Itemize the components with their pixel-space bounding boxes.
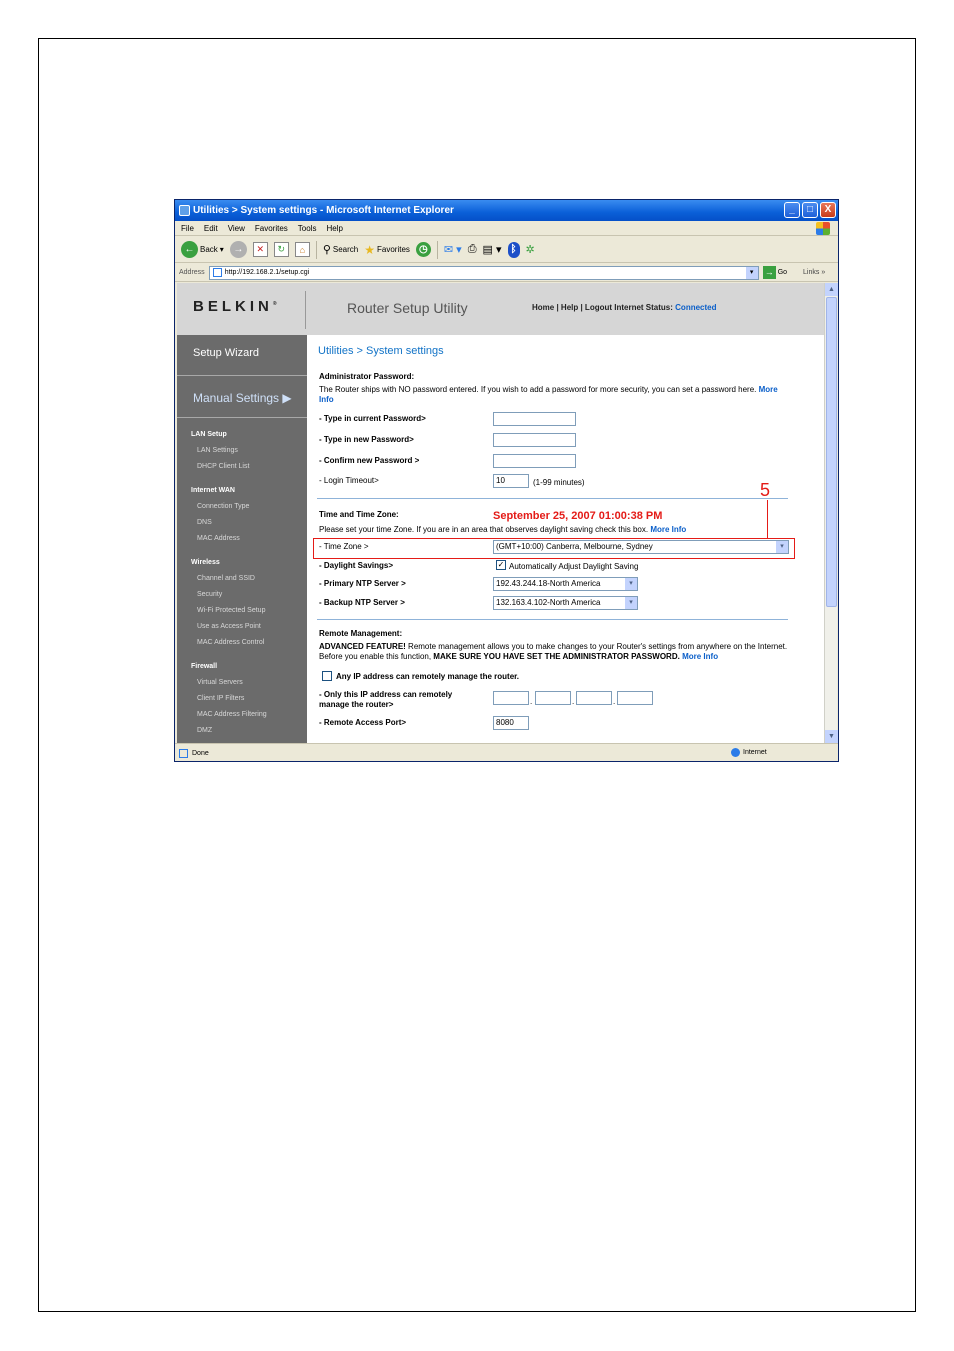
messenger-icon[interactable]: ✲ [525, 244, 535, 256]
page-icon [213, 268, 222, 277]
status-text: Done [192, 749, 209, 757]
sidebar-item-mac-control[interactable]: MAC Address Control [197, 639, 265, 646]
backup-ntp-select[interactable] [493, 596, 638, 610]
current-password-label: - Type in current Password> [319, 414, 426, 423]
scroll-up-icon[interactable]: ▲ [825, 283, 838, 296]
router-header [177, 283, 825, 335]
sidebar-item-mac-filtering[interactable]: MAC Address Filtering [197, 711, 267, 718]
primary-ntp-select[interactable] [493, 577, 638, 591]
remote-management-heading: Remote Management: [319, 629, 403, 638]
manual-settings-label: Manual Settings [193, 391, 280, 405]
sidebar-item-mac-address[interactable]: MAC Address [197, 535, 240, 542]
chevron-down-icon: ▾ [625, 597, 637, 609]
go-label: Go [777, 269, 788, 276]
remote-warning-bold-2: MAKE SURE YOU HAVE SET THE ADMINISTRATOR PASSWORD. [433, 652, 680, 661]
chevron-down-icon[interactable]: ▾ [746, 267, 758, 279]
menu-view[interactable]: View [227, 223, 245, 233]
back-button[interactable]: ← Back ▾ [181, 241, 224, 258]
router-title: Router Setup Utility [347, 300, 468, 316]
menu-bar [175, 221, 838, 236]
only-ip-label: - Only this IP address can remotely manage the router> [319, 690, 453, 709]
search-icon: ⚲ [322, 244, 331, 256]
admin-password-desc [319, 385, 789, 405]
confirm-password-input[interactable] [493, 454, 576, 468]
ip-octet-1-input[interactable] [493, 691, 529, 705]
minimize-button[interactable]: _ [784, 202, 800, 218]
remote-management-desc [319, 642, 789, 662]
sidebar-setup-wizard[interactable]: Setup Wizard [193, 347, 260, 359]
scroll-down-icon[interactable]: ▼ [825, 730, 838, 743]
sidebar-item-access-point[interactable]: Use as Access Point [197, 623, 261, 630]
sidebar-item-wps[interactable]: Wi-Fi Protected Setup [197, 607, 266, 614]
menu-help[interactable]: Help [326, 223, 343, 233]
close-button[interactable]: X [820, 202, 836, 218]
time-zone-heading: Time and Time Zone: [319, 510, 399, 519]
home-button[interactable]: ⌂ [295, 242, 310, 257]
ip-dot: . [572, 697, 575, 706]
remote-port-label: - Remote Access Port> [319, 718, 407, 727]
header-links [532, 303, 717, 312]
refresh-button[interactable]: ↻ [274, 242, 289, 257]
sidebar-section-wireless: Wireless [191, 559, 220, 566]
time-zone-desc [319, 525, 789, 535]
address-bar [175, 264, 838, 282]
new-password-label: - Type in new Password> [319, 435, 414, 444]
remote-warning-bold: ADVANCED FEATURE! [319, 642, 406, 651]
back-arrow-icon: ← [181, 241, 198, 258]
favorites-label: Favorites [377, 245, 410, 254]
ip-octet-4-input[interactable] [617, 691, 653, 705]
edit-button[interactable]: ▤ ▾ [482, 244, 502, 256]
callout-highlight-box [313, 538, 795, 559]
sidebar [177, 335, 307, 743]
sidebar-divider [177, 417, 307, 418]
backup-ntp-value: 132.163.4.102-North America [496, 598, 601, 607]
any-ip-checkbox[interactable] [322, 671, 332, 681]
ie-window [174, 199, 839, 762]
search-button[interactable] [323, 243, 358, 256]
chevron-right-icon: ▶ [282, 391, 292, 405]
menu-favorites[interactable]: Favorites [254, 223, 288, 233]
globe-icon [731, 748, 740, 757]
menu-tools[interactable]: Tools [297, 223, 317, 233]
sidebar-item-connection-type[interactable]: Connection Type [197, 503, 250, 510]
ip-octet-3-input[interactable] [576, 691, 612, 705]
time-zone-value: (GMT+10:00) Canberra, Melbourne, Sydney [496, 542, 653, 551]
toolbar-separator [437, 241, 438, 259]
status-bar [175, 743, 838, 762]
callout-line [767, 500, 768, 538]
sidebar-manual-settings[interactable] [193, 391, 292, 405]
stop-button[interactable]: ✕ [253, 242, 268, 257]
security-zone [731, 748, 767, 757]
sidebar-section-wan: Internet WAN [191, 487, 235, 494]
callout-number: 5 [760, 480, 771, 500]
chevron-down-icon: ▾ [776, 541, 788, 553]
login-timeout-input[interactable]: 10 [493, 474, 529, 488]
go-button[interactable] [763, 266, 787, 279]
time-more-info-link[interactable]: More Info [650, 525, 687, 534]
vertical-scrollbar[interactable] [824, 283, 837, 743]
ip-dot: . [613, 697, 616, 706]
zone-label: Internet [743, 749, 767, 756]
windows-logo-icon [816, 222, 830, 235]
sidebar-item-dns[interactable]: DNS [197, 519, 212, 526]
links-button[interactable]: Links » [803, 269, 826, 276]
remote-more-info-link[interactable]: More Info [682, 652, 719, 661]
toolbar [175, 237, 838, 263]
admin-desc-text: The Router ships with NO password entered. If you wish to add a password for more security, you can set a password here. [319, 385, 757, 394]
admin-password-heading: Administrator Password: [319, 372, 415, 381]
remote-port-input[interactable]: 8080 [493, 716, 529, 730]
sidebar-item-dhcp-client-list[interactable]: DHCP Client List [197, 463, 250, 470]
connection-status: Connected [675, 303, 717, 312]
go-arrow-icon: → [764, 267, 774, 277]
logo-text: BELKIN [193, 298, 273, 315]
scroll-thumb[interactable] [826, 297, 837, 607]
forward-button[interactable]: → [230, 241, 247, 258]
ip-dot: . [530, 697, 533, 706]
sidebar-item-client-ip-filters[interactable]: Client IP Filters [197, 695, 245, 702]
belkin-logo: BELKIN® [193, 298, 277, 315]
page-content [177, 283, 825, 743]
page-done-icon [179, 749, 188, 758]
section-divider [317, 498, 788, 499]
primary-ntp-value: 192.43.244.18-North America [496, 579, 601, 588]
current-password-input[interactable] [493, 412, 576, 426]
any-ip-label: Any IP address can remotely manage the router. [336, 672, 520, 681]
star-icon: ★ [364, 242, 375, 257]
mail-button[interactable]: ✉ ▾ [443, 244, 462, 256]
sidebar-section-lan: LAN Setup [191, 431, 227, 438]
confirm-password-label: - Confirm new Password > [319, 456, 420, 465]
sidebar-item-dmz[interactable]: DMZ [197, 727, 213, 734]
title-bar [175, 200, 838, 221]
header-nav-links[interactable]: Home | Help | Logout Internet Status: [532, 303, 673, 312]
section-divider [317, 619, 788, 620]
search-label: Search [332, 245, 359, 254]
daylight-savings-checkbox[interactable]: ✓ [497, 560, 505, 569]
print-button[interactable]: ⎙ [467, 243, 477, 255]
sidebar-section-firewall: Firewall [191, 663, 218, 670]
maximize-button[interactable]: □ [802, 202, 818, 218]
window-title: Utilities > System settings - Microsoft Internet Explorer [193, 205, 454, 216]
new-password-input[interactable] [493, 433, 576, 447]
sidebar-item-virtual-servers[interactable]: Virtual Servers [197, 679, 243, 686]
daylight-savings-text: Automatically Adjust Daylight Saving [509, 562, 639, 571]
address-label: Address [179, 269, 205, 276]
daylight-savings-label: - Daylight Savings> [319, 561, 394, 570]
links-label: Links [803, 269, 820, 276]
chevron-down-icon: ▾ [625, 578, 637, 590]
address-url: http://192.168.2.1/setup.cgi [224, 269, 310, 276]
login-timeout-label: - Login Timeout> [319, 476, 379, 485]
remote-desc-text: Remote management allows you to make changes to your Router's settings from anywhere on the Internet. Before you enable this function, [319, 642, 788, 661]
backup-ntp-label: - Backup NTP Server > [319, 598, 405, 607]
bluetooth-icon[interactable]: ᛒ [508, 242, 520, 258]
ip-octet-2-input[interactable] [535, 691, 571, 705]
primary-ntp-label: - Primary NTP Server > [319, 579, 406, 588]
sidebar-item-lan-settings[interactable]: LAN Settings [197, 447, 238, 454]
toolbar-separator [316, 241, 317, 259]
sidebar-item-channel-ssid[interactable]: Channel and SSID [197, 575, 255, 582]
time-desc-text: Please set your time Zone. If you are in an area that observes daylight saving check this box. [319, 525, 649, 534]
ie-app-icon [179, 205, 190, 216]
sidebar-item-security[interactable]: Security [197, 591, 223, 598]
admin-more-info-link[interactable]: More Info [319, 385, 778, 404]
login-timeout-hint: (1-99 minutes) [533, 478, 585, 487]
time-zone-label: - Time Zone > [319, 542, 369, 551]
page-title: Utilities > System settings [318, 345, 444, 357]
back-label: Back [200, 245, 218, 254]
sidebar-divider [177, 375, 307, 376]
menu-edit[interactable]: Edit [203, 223, 218, 233]
header-divider [305, 291, 306, 329]
address-input[interactable] [209, 266, 759, 280]
current-datetime: September 25, 2007 01:00:38 PM [493, 510, 663, 522]
favorites-button[interactable] [364, 243, 410, 257]
menu-file[interactable]: File [181, 223, 194, 233]
history-button[interactable]: ◷ [416, 242, 431, 257]
